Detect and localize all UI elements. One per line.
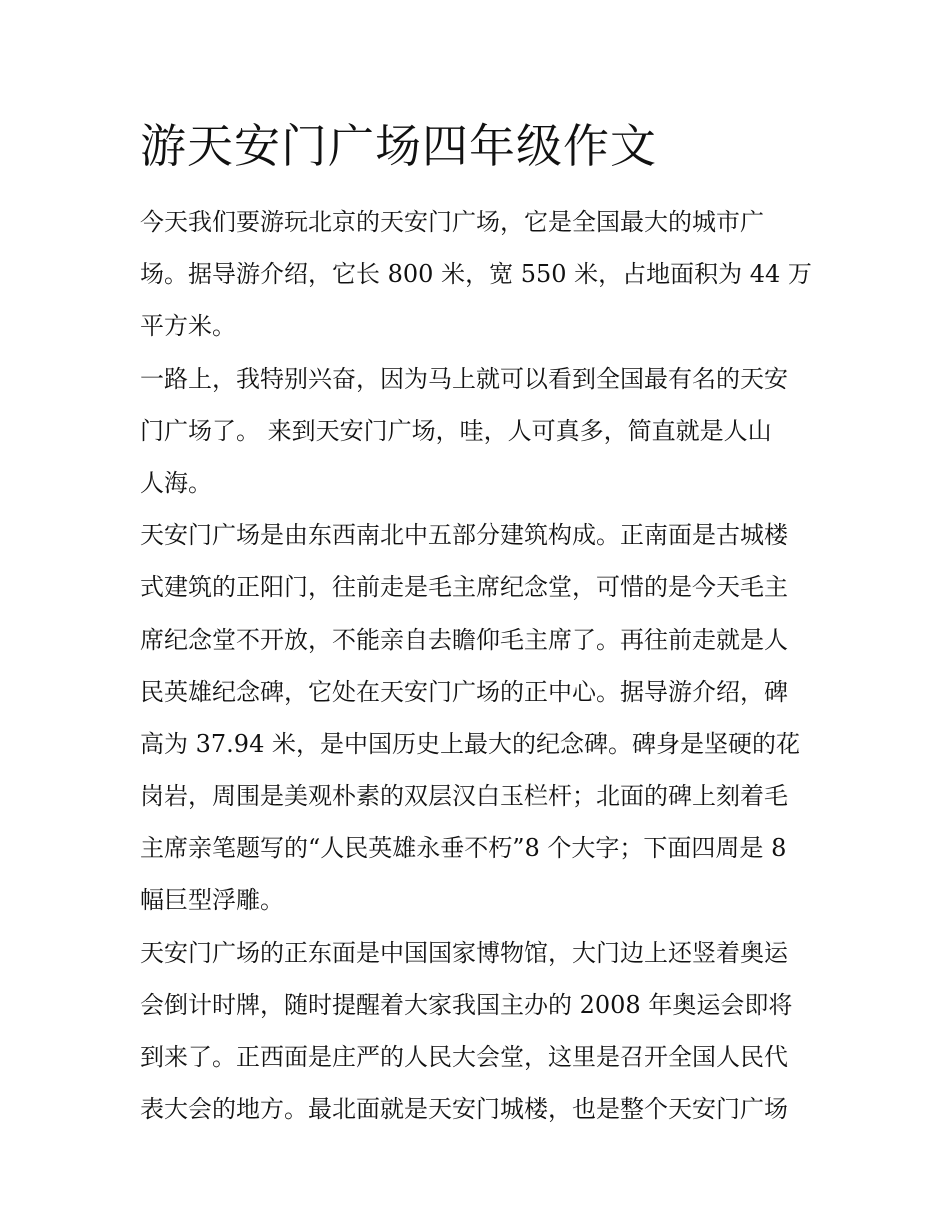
text-line: 一路上，我特别兴奋，因为马上就可以看到全国最有名的天安 <box>140 364 788 393</box>
text-line: 人海。 <box>140 468 212 497</box>
essay-body <box>140 196 820 1135</box>
text-line: 主席亲笔题写的“人民英雄永垂不朽”8 个大字；下面四周是 8 <box>140 834 787 863</box>
text-line: 表大会的地方。最北面就是天安门城楼，也是整个天安门广场 <box>140 1095 788 1124</box>
text-line: 平方米。 <box>140 312 236 341</box>
text-line: 到来了。正西面是庄严的人民大会堂，这里是召开全国人民代 <box>140 1043 788 1071</box>
page-title: 游天安门广场四年级作文 <box>140 119 657 173</box>
text-line: 式建筑的正阳门，往前走是毛主席纪念堂，可惜的是今天毛主 <box>140 573 788 602</box>
text-line: 场。据导游介绍，它长 800 米，宽 550 米，占地面积为 44 万 <box>140 260 812 289</box>
text-line: 会倒计时牌，随时提醒着大家我国主办的 2008 年奥运会即将 <box>140 990 793 1019</box>
text-line: 民英雄纪念碑，它处在天安门广场的正中心。据导游介绍，碑 <box>140 677 788 706</box>
text-line: 今天我们要游玩北京的天安门广场，它是全国最大的城市广 <box>140 208 764 236</box>
text-line: 幅巨型浮雕。 <box>140 886 284 915</box>
text-line: 门广场了。 来到天安门广场，哇，人可真多，简直就是人山 <box>140 416 772 445</box>
text-line: 岗岩，周围是美观朴素的双层汉白玉栏杆；北面的碑上刻着毛 <box>140 782 788 811</box>
text-line: 天安门广场是由东西南北中五部分建筑构成。正南面是古城楼 <box>140 521 788 550</box>
text-line: 高为 37.94 米，是中国历史上最大的纪念碑。碑身是坚硬的花 <box>140 729 800 758</box>
text-line: 席纪念堂不开放，不能亲自去瞻仰毛主席了。再往前走就是人 <box>140 625 788 654</box>
text-line: 天安门广场的正东面是中国国家博物馆，大门边上还竖着奥运 <box>140 938 788 967</box>
